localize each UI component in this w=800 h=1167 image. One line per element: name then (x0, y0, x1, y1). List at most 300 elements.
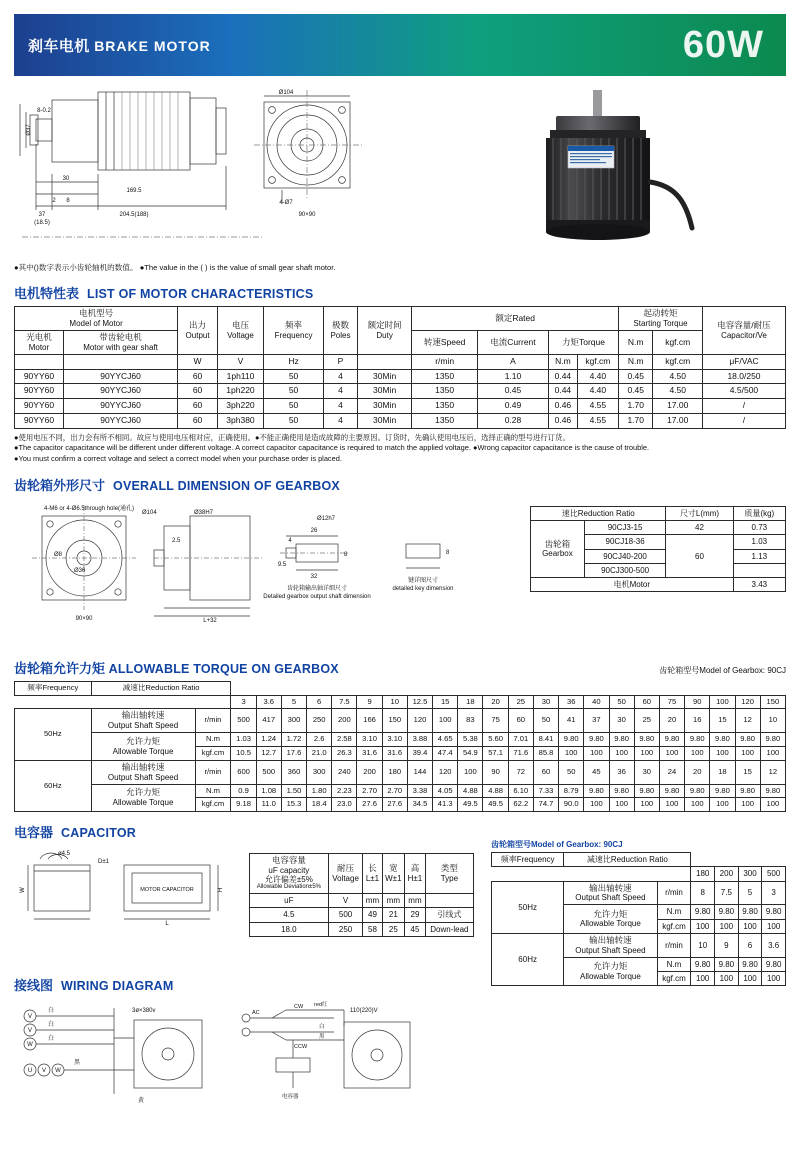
gearbox-spec-table-wrap (530, 506, 786, 592)
cell-value: 100 (710, 798, 735, 812)
cell-w: 60 (178, 369, 218, 384)
cell-value: 5.60 (483, 733, 508, 747)
cell-value: 100 (609, 747, 634, 761)
cell-value: 300 (281, 709, 306, 733)
cell-value: 9.80 (715, 905, 739, 919)
ratio-header: 20 (483, 695, 508, 709)
th-current: 电流Current (477, 330, 548, 354)
th-at-frequency: 频率Frequency (15, 681, 92, 695)
cell-value: 417 (256, 709, 281, 733)
unit-speed: r/min (412, 354, 478, 369)
unit-cap-w: mm (382, 894, 405, 908)
cell-v: 1ph110 (217, 369, 263, 384)
cell-value: 30 (634, 760, 659, 784)
cell-value: 6.10 (508, 784, 533, 798)
motor-characteristics-notes (14, 433, 786, 465)
cell-skgf: 17.00 (653, 413, 703, 428)
cell-row-label: 输出轴转速 Output Shaft Speed (91, 760, 195, 784)
cell-value: 9.80 (735, 733, 760, 747)
cell-mass: 1.13 (733, 549, 785, 563)
cell-value: 27.6 (382, 798, 407, 812)
note-2: ●The capacitor capacitance will be different under different voltage. A correct capacitor capacitance is required to match the applied voltage. ●Wrong capacitor capacitance is the cause of trouble. (14, 443, 650, 453)
ratio-header: 3.6 (256, 695, 281, 709)
capacitor-table (249, 853, 474, 937)
svg-text:4: 4 (288, 537, 292, 544)
cell-length: 60 (666, 535, 733, 578)
svg-text:Ø38Н7: Ø38Н7 (194, 509, 214, 516)
ratio-header: 9 (357, 695, 382, 709)
cell-value: 5 (738, 881, 762, 905)
svg-text:detailed key dimension: detailed key dimension (392, 585, 454, 592)
th-cap-width: 宽 W±1 (382, 854, 405, 894)
cell-w: 25 (382, 922, 405, 936)
unit-cap-type (425, 894, 473, 908)
cell-value: 34.5 (407, 798, 432, 812)
cell-frequency: 60Hz (492, 933, 564, 985)
cell-value: 5.38 (458, 733, 483, 747)
cell-rmin: 1350 (412, 399, 478, 414)
table-row (492, 881, 786, 905)
cap-header-row (250, 854, 474, 894)
gearbox-dim-title-cn: 齿轮箱外形尺寸 (14, 477, 106, 493)
cell-kgf: 4.40 (577, 369, 618, 384)
drawing-notes (14, 262, 786, 273)
cell-w: 60 (178, 413, 218, 428)
cell-value: 20 (659, 709, 684, 733)
svg-text:Ø37: Ø37 (26, 124, 32, 136)
product-photo (480, 82, 780, 254)
cell-value: 9.80 (584, 784, 609, 798)
cell-snm: 0.45 (618, 369, 652, 384)
cell-duty: 30Min (357, 384, 411, 399)
cell-value: 23.0 (332, 798, 357, 812)
svg-text:90×90: 90×90 (298, 212, 316, 218)
section-title-allowable-torque (14, 658, 786, 677)
cell-value: 15 (710, 709, 735, 733)
cell-value: 71.6 (508, 747, 533, 761)
cap-unit-row (250, 894, 474, 908)
cell-value: 1.08 (256, 784, 281, 798)
cell-value: 49.5 (483, 798, 508, 812)
ratio-header: 36 (559, 695, 584, 709)
cell-value: 100 (609, 798, 634, 812)
cell-row-label: 输出轴转速 Output Shaft Speed (564, 933, 657, 957)
cell-value: 100 (433, 709, 458, 733)
svg-text:W: W (20, 887, 26, 893)
th-motor: 光电机 Motor (15, 330, 64, 354)
cell-p: 4 (324, 384, 358, 399)
svg-text:9.5: 9.5 (277, 561, 287, 568)
svg-text:V: V (41, 1068, 47, 1075)
cell-motor-mass: 3.43 (733, 577, 785, 591)
cell-a: 0.45 (477, 384, 548, 399)
cell-p: 4 (324, 399, 358, 414)
cell-h: 29 (405, 908, 426, 922)
table-row (15, 399, 786, 414)
cell-value: 25 (634, 709, 659, 733)
cell-motor: 90YY60 (15, 384, 64, 399)
cell-hz: 50 (264, 369, 324, 384)
th-output: 出力 Output (178, 307, 218, 355)
ratio-header-row (15, 695, 786, 709)
ratio-header: 5 (281, 695, 306, 709)
table-row (15, 384, 786, 399)
cell-value: 7.01 (508, 733, 533, 747)
cell-value: 4.65 (433, 733, 458, 747)
cell-value: 9.80 (760, 784, 785, 798)
cell-ratio: 90CJ18-36 (584, 535, 666, 549)
cell-value: 3 (762, 881, 786, 905)
catalog-page (0, 14, 800, 1167)
cell-row-label: 允许力矩 Allowable Torque (564, 957, 657, 985)
svg-text:3ø×380v: 3ø×380v (132, 1008, 156, 1015)
ratio-header: 50 (609, 695, 634, 709)
cell-value: 0.9 (231, 784, 256, 798)
cell-motor: 90YY60 (15, 413, 64, 428)
svg-text:白: 白 (48, 1022, 55, 1029)
cell-unit: r/min (195, 709, 231, 733)
cell-nm: 0.46 (549, 413, 578, 428)
table-row (531, 521, 786, 535)
cell-value: 9.80 (584, 733, 609, 747)
cell-value: 26.3 (332, 747, 357, 761)
cell-value: 8.41 (533, 733, 558, 747)
cell-hz: 50 (264, 399, 324, 414)
cell-value: 100 (760, 747, 785, 761)
cell-snm: 0.45 (618, 384, 652, 399)
th-cap-type: 类型 Type (425, 854, 473, 894)
svg-text:白: 白 (319, 1024, 325, 1031)
th-speed: 转速Speed (412, 330, 478, 354)
cell-p: 4 (324, 369, 358, 384)
unit-cap-v: V (328, 894, 363, 908)
cell-w: 60 (178, 384, 218, 399)
svg-text:Ø36: Ø36 (74, 567, 86, 574)
cell-value: 16 (685, 709, 710, 733)
cell-value: 1.24 (256, 733, 281, 747)
ratio-header-row (492, 867, 786, 881)
cell-value: 12 (760, 760, 785, 784)
svg-text:齿轮箱输出轴详细尺寸: 齿轮箱输出轴详细尺寸 (286, 585, 348, 592)
cell-value: 10.5 (231, 747, 256, 761)
cell-value: 100 (691, 919, 715, 933)
svg-text:4-M6 or 4-Ø6.5through hole(通孔): 4-M6 or 4-Ø6.5through hole(通孔) (44, 505, 135, 512)
svg-text:8: 8 (66, 198, 70, 204)
cell-value: 9.80 (715, 957, 739, 971)
cell-value: 90 (483, 760, 508, 784)
unit-cap-l: mm (363, 894, 382, 908)
th-gearbox-mass: 质量(kg) (733, 506, 785, 520)
svg-text:red红: red红 (314, 1002, 328, 1009)
cell-value: 54.9 (458, 747, 483, 761)
cell-value: 2.23 (332, 784, 357, 798)
svg-text:8: 8 (344, 551, 348, 558)
unit-capacitor: μF/VAC (702, 354, 785, 369)
svg-text:L+32: L+32 (203, 617, 217, 624)
cell-value: 9.80 (735, 784, 760, 798)
ratio-header: 3 (231, 695, 256, 709)
cell-value: 7.5 (715, 881, 739, 905)
th-duty: 额定时间 Duty (357, 307, 411, 355)
cell-value: 250 (307, 709, 332, 733)
cell-unit: kgf.cm (195, 798, 231, 812)
cell-value: 27.6 (357, 798, 382, 812)
cell-value: 100 (738, 919, 762, 933)
svg-text:90×90: 90×90 (75, 615, 93, 622)
section-title-gearbox-dimension (14, 475, 786, 494)
cell-value: 9.80 (685, 784, 710, 798)
cell-value: 200 (332, 709, 357, 733)
cell-value: 100 (715, 919, 739, 933)
capacitor-title-en: CAPACITOR (61, 826, 136, 841)
cell-p: 4 (324, 413, 358, 428)
cell-value: 9.80 (691, 905, 715, 919)
th-gearbox-ratio: 速比Reduction Ratio (531, 506, 666, 520)
table-header-row (15, 307, 786, 331)
drawing-note-cn: ●其中()数字表示小齿轮轴机的数值。 (14, 263, 138, 272)
cell-value: 90.0 (559, 798, 584, 812)
cell-mass: 0.73 (733, 521, 785, 535)
page-title-cn: 刹车电机 (28, 37, 90, 55)
cell-value: 500 (256, 760, 281, 784)
table-row (15, 760, 786, 784)
cell-nm: 0.44 (549, 384, 578, 399)
cell-duty: 30Min (357, 413, 411, 428)
cell-duty: 30Min (357, 369, 411, 384)
dimension-drawings (14, 82, 786, 260)
cell-value: 2.58 (332, 733, 357, 747)
power-rating: 60W (682, 23, 764, 66)
cell-value: 4.88 (483, 784, 508, 798)
svg-text:黑: 黑 (319, 1034, 325, 1041)
cell-value: 7.33 (533, 784, 558, 798)
drawing-note-en: ●The value in the ( ) is the value of small gear shaft motor. (139, 263, 336, 272)
cell-value: 200 (357, 760, 382, 784)
svg-text:Ø12h7: Ø12h7 (316, 515, 336, 522)
cell-unit: N.m (195, 733, 231, 747)
cell-l: 58 (363, 922, 382, 936)
unit-cap-h: mm (405, 894, 426, 908)
svg-text:白: 白 (48, 1008, 55, 1015)
cell-value: 41.3 (433, 798, 458, 812)
ratio-header: 18 (458, 695, 483, 709)
cell-value: 180 (382, 760, 407, 784)
cell-nm: 0.44 (549, 369, 578, 384)
cell-snm: 1.70 (618, 399, 652, 414)
table-row (15, 413, 786, 428)
wiring-title-cn: 接线图 (14, 978, 54, 994)
unit-torque-nm: N.m (549, 354, 578, 369)
cell-value: 100 (458, 760, 483, 784)
cell-value: 3.10 (357, 733, 382, 747)
cell-value: 1.50 (281, 784, 306, 798)
cell-value: 15 (735, 760, 760, 784)
ratio-header: 200 (715, 867, 739, 881)
th-frequency: 频率 Frequency (264, 307, 324, 355)
cell-cap: / (702, 399, 785, 414)
svg-text:H: H (218, 887, 224, 893)
cell-value: 100 (659, 798, 684, 812)
cell-value: 100 (584, 798, 609, 812)
note-3: ●You must confirm a correct voltage and select a correct model when your purchase order is placed. (14, 454, 342, 464)
cell-cap: 18.0/250 (702, 369, 785, 384)
cell-unit: r/min (657, 933, 691, 957)
cell-value: 9.18 (231, 798, 256, 812)
svg-text:W: W (55, 1068, 61, 1075)
th-model: 电机型号 Model of Motor (15, 307, 178, 331)
svg-text:8: 8 (446, 549, 450, 556)
cell-value: 2.70 (357, 784, 382, 798)
svg-text:8-0.2: 8-0.2 (37, 108, 51, 114)
cell-value: 100 (685, 747, 710, 761)
cell-nm: 0.46 (549, 399, 578, 414)
th-cap-voltage: 耐压 Voltage (328, 854, 363, 894)
unit-duty (357, 354, 411, 369)
svg-text:D±1: D±1 (98, 859, 109, 866)
cell-value: 100 (710, 747, 735, 761)
motor-char-title-cn: 电机特性表 (14, 286, 80, 301)
cell-hz: 50 (264, 384, 324, 399)
cell-value: 9.80 (609, 784, 634, 798)
ratio-header: 10 (382, 695, 407, 709)
svg-text:W: W (27, 1042, 33, 1049)
cell-value: 100 (738, 972, 762, 986)
cell-v: 3ph220 (217, 399, 263, 414)
cell-value: 36 (609, 760, 634, 784)
cell-snm: 1.70 (618, 413, 652, 428)
th-poles: 极数 Poles (324, 307, 358, 355)
wiring-diagram-svg (14, 998, 484, 1110)
svg-text:37: 37 (38, 212, 46, 218)
cell-a: 0.49 (477, 399, 548, 414)
svg-text:26: 26 (310, 527, 318, 534)
cell-row-label: 允许力矩 Allowable Torque (91, 733, 195, 760)
section-title-motor-characteristics (14, 283, 786, 302)
cell-gear: 90YYCJ60 (63, 369, 177, 384)
cell-skgf: 17.00 (653, 399, 703, 414)
page-header (14, 14, 786, 76)
cell-value: 1.03 (231, 733, 256, 747)
wiring-title-en: WIRING DIAGRAM (61, 979, 174, 994)
capacitor-area (14, 840, 786, 983)
cell-rmin: 1350 (412, 384, 478, 399)
unit-poles: P (324, 354, 358, 369)
th-cap-capacity: 电容容量 uF capacity 允许偏差±5% Allowable Deviation±5% (250, 854, 329, 894)
cell-value: 10 (691, 933, 715, 957)
cell-value: 100 (760, 798, 785, 812)
gearbox-table-header (531, 506, 786, 520)
unit-current: A (477, 354, 548, 369)
cell-value: 62.2 (508, 798, 533, 812)
cell-value: 144 (407, 760, 432, 784)
motor-char-title-en: LIST OF MOTOR CHARACTERISTICS (87, 287, 314, 301)
cell-value: 50 (533, 709, 558, 733)
unit-voltage: V (217, 354, 263, 369)
note-1: ●使用电压不同，出力会有所不相同。故应与使用电压相对应，正确使用。●不能正确使用是造成故障的主要原因。订货时，先确认使用电压后，选择正确的型号进行订货。 (14, 432, 570, 442)
allowable-torque-title-en: ALLOWABLE TORQUE ON GEARBOX (108, 661, 339, 676)
cell-length: 42 (666, 521, 733, 535)
svg-text:白: 白 (48, 1036, 55, 1043)
cell-value: 9.80 (760, 733, 785, 747)
cj-model-label: 齿轮箱型号Model of Gearbox: 90CJ (491, 840, 623, 850)
cell-kgf: 4.40 (577, 384, 618, 399)
svg-text:键详图尺寸: 键详图尺寸 (407, 577, 439, 584)
spacer-cell (15, 695, 231, 709)
cell-value: 150 (382, 709, 407, 733)
cell-value: 100 (659, 747, 684, 761)
cell-value: 100 (691, 972, 715, 986)
cj-allowable-torque-table (491, 852, 786, 986)
cell-value: 37 (584, 709, 609, 733)
svg-text:Ø104: Ø104 (278, 90, 294, 96)
svg-text:204.5(188): 204.5(188) (119, 212, 149, 218)
cell-kgf: 4.55 (577, 413, 618, 428)
cell-row-label: 允许力矩 Allowable Torque (564, 905, 657, 933)
ratio-header: 75 (659, 695, 684, 709)
cell-value: 17.6 (281, 747, 306, 761)
cell-value: 1.72 (281, 733, 306, 747)
cell-value: 24 (659, 760, 684, 784)
cell-value: 75 (483, 709, 508, 733)
cell-type: Down-lead (425, 922, 473, 936)
svg-text:AC: AC (252, 1010, 260, 1017)
cell-l: 49 (363, 908, 382, 922)
table-unit-row (15, 354, 786, 369)
cell-value: 9.80 (738, 957, 762, 971)
cell-value: 39.4 (407, 747, 432, 761)
cj-header-row (492, 853, 786, 867)
ratio-header: 100 (710, 695, 735, 709)
cell-row-label: 输出轴转速 Output Shaft Speed (564, 881, 657, 905)
cell-value: 100 (715, 972, 739, 986)
cell-value: 360 (281, 760, 306, 784)
cell-value: 85.8 (533, 747, 558, 761)
cell-value: 4.88 (458, 784, 483, 798)
svg-text:V: V (27, 1014, 33, 1021)
svg-text:电容器: 电容器 (282, 1094, 299, 1101)
th-cap-height: 高 H±1 (405, 854, 426, 894)
cell-value: 9.80 (634, 784, 659, 798)
cell-unit: r/min (195, 760, 231, 784)
cj-table-wrap (491, 839, 786, 986)
capacitor-drawing-svg (14, 845, 239, 941)
cell-value: 166 (357, 709, 382, 733)
gearbox-drawings (14, 498, 786, 648)
cell-gearbox-label: 齿轮箱 Gearbox (531, 521, 585, 578)
cell-value: 3.88 (407, 733, 432, 747)
cell-value: 100 (559, 747, 584, 761)
ratio-header: 120 (735, 695, 760, 709)
cell-frequency: 50Hz (15, 709, 92, 760)
cell-value: 10 (760, 709, 785, 733)
th-at-ratio: 减速比Reduction Ratio (91, 681, 231, 695)
cell-value: 100 (634, 747, 659, 761)
cell-unit: kgf.cm (657, 919, 691, 933)
cell-value: 4.05 (433, 784, 458, 798)
cell-mass (733, 563, 785, 577)
cell-ratio: 90CJ3-15 (584, 521, 666, 535)
cell-value: 9.80 (659, 733, 684, 747)
cell-type: 引线式 (425, 908, 473, 922)
cell-value: 8.79 (559, 784, 584, 798)
cell-value: 2.70 (382, 784, 407, 798)
unit-gearmotor (63, 354, 177, 369)
ratio-header: 25 (508, 695, 533, 709)
svg-text:ø4.5: ø4.5 (58, 851, 71, 858)
table-row (250, 908, 474, 922)
svg-text:L: L (165, 921, 169, 928)
ratio-header: 500 (762, 867, 786, 881)
